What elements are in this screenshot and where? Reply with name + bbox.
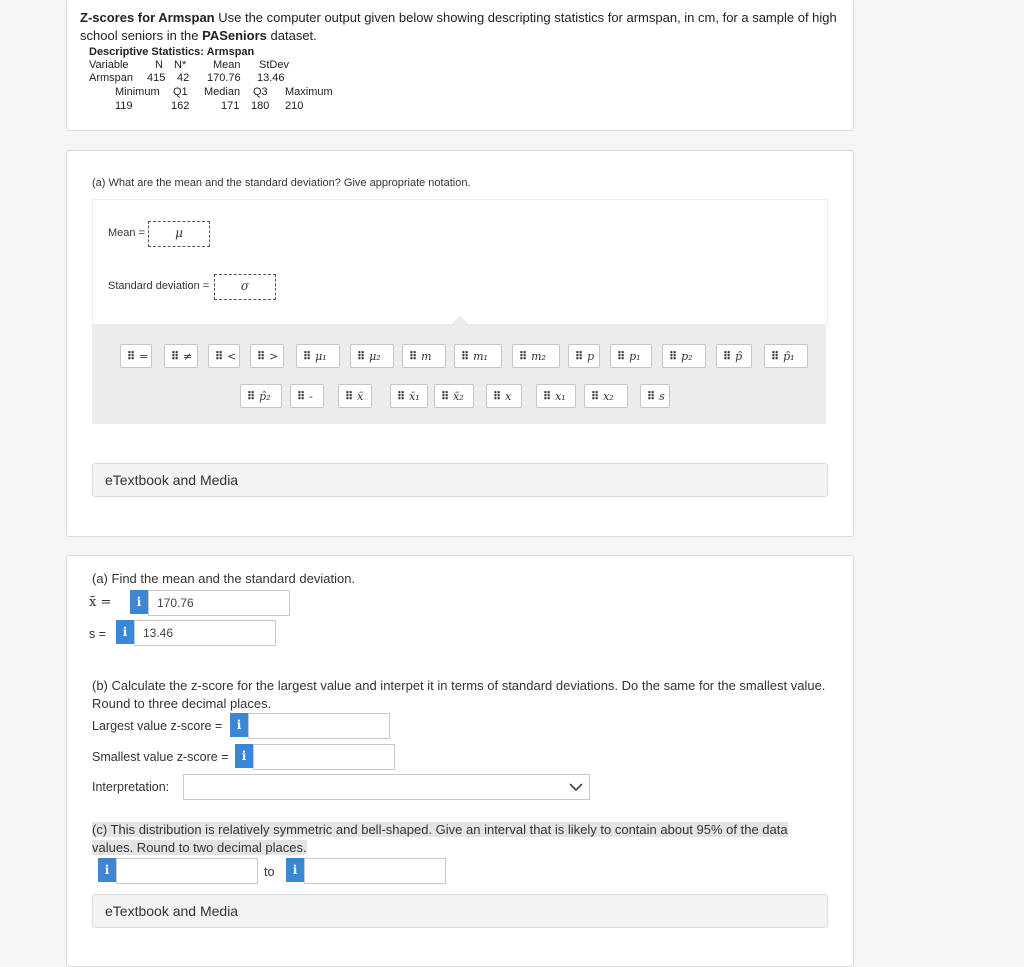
palette-symbol: p [587, 350, 595, 363]
drag-handle-icon: ⠿ [669, 351, 677, 363]
palette-tile[interactable] [640, 384, 670, 408]
palette-symbol: - [309, 390, 313, 403]
drag-handle-icon: ⠿ [409, 351, 417, 363]
drag-handle-icon: ⠿ [723, 351, 731, 363]
problem-intro: Use the computer output given below showing descripting statistics for armspan, in cm, for a sample of high school seniors in the [80, 10, 837, 43]
drag-handle-icon: ⠿ [215, 351, 223, 363]
sd-label: Standard deviation = [108, 280, 210, 292]
interpretation-select[interactable] [183, 774, 590, 800]
problem-title: Z-scores for Armspan [80, 10, 215, 25]
palette-tile[interactable] [350, 344, 394, 368]
to-label: to [264, 865, 275, 879]
notation-question: (a) What are the mean and the standard deviation? Give appropriate notation. [92, 177, 471, 189]
interval-question-text: (c) This distribution is relatively symmetric and bell-shaped. Give an interval that is likely to contain about 95% of the data values. Round to two decimal places. [92, 822, 788, 855]
output-value-variable: Armspan [89, 72, 134, 84]
output-header-mean: Mean [213, 59, 241, 71]
palette-tile[interactable] [390, 384, 428, 408]
largest-zscore-input[interactable] [248, 713, 390, 739]
palette-symbol: x̄₂ [453, 390, 464, 403]
output-value-maximum: 210 [285, 100, 304, 112]
drag-handle-icon: ⠿ [127, 351, 135, 363]
output-value-mean: 170.76 [207, 72, 241, 84]
drag-handle-icon: ⠿ [771, 351, 779, 363]
palette-symbol: μ₂ [369, 350, 381, 363]
etextbook-media-bar-top[interactable]: eTextbook and Media [92, 463, 828, 497]
palette-tile[interactable] [164, 344, 198, 368]
output-header-stdev: StDev [259, 59, 289, 71]
largest-zscore-label: Largest value z-score = [92, 719, 223, 733]
chevron-down-icon [569, 783, 583, 792]
problem-statement [80, 9, 840, 45]
palette-symbol: x̄₁ [409, 390, 420, 403]
palette-symbol: p₁ [629, 350, 641, 363]
drag-handle-icon: ⠿ [171, 351, 179, 363]
palette-symbol: > [269, 350, 279, 363]
drag-handle-icon: ⠿ [247, 391, 255, 403]
palette-symbol: p̂₂ [259, 390, 271, 403]
palette-tile[interactable] [610, 344, 652, 368]
palette-tiles [92, 324, 826, 424]
problem-intro-end: dataset. [266, 28, 317, 43]
palette-symbol: m₂ [531, 350, 546, 363]
info-icon[interactable]: i [98, 858, 116, 882]
interval-question [92, 821, 832, 857]
s-label: s = [89, 627, 107, 641]
mean-label: Mean = [108, 227, 145, 239]
palette-tile[interactable] [536, 384, 576, 408]
drag-handle-icon: ⠿ [303, 351, 311, 363]
mean-drop-zone[interactable]: μ [148, 221, 210, 247]
info-icon[interactable]: i [235, 744, 253, 768]
palette-symbol: m₁ [473, 350, 488, 363]
drag-handle-icon: ⠿ [397, 391, 405, 403]
palette-symbol: μ₁ [315, 350, 327, 363]
drag-handle-icon: ⠿ [461, 351, 469, 363]
drag-handle-icon: ⠿ [519, 351, 527, 363]
drag-handle-icon: ⠿ [493, 391, 501, 403]
palette-symbol: ≠ [183, 350, 193, 363]
palette-tile[interactable] [716, 344, 752, 368]
palette-tile[interactable] [434, 384, 474, 408]
answer-area [92, 199, 828, 325]
smallest-zscore-input[interactable] [253, 744, 395, 770]
output-header-median: Median [204, 86, 241, 98]
output-header-variable: Variable [89, 59, 129, 71]
palette-tile[interactable] [290, 384, 324, 408]
output-value-stdev: 13.46 [257, 72, 285, 84]
palette-symbol: = [139, 350, 149, 363]
output-header-maximum: Maximum [285, 86, 333, 98]
palette-tile[interactable] [208, 344, 240, 368]
etextbook-media-bar-bottom[interactable]: eTextbook and Media [92, 894, 828, 928]
palette-tile[interactable] [764, 344, 808, 368]
xbar-label: x̄ = [89, 595, 112, 610]
drag-handle-icon: ⠿ [345, 391, 353, 403]
xbar-input[interactable]: 170.76 [148, 590, 290, 616]
info-icon[interactable]: i [230, 713, 248, 737]
drag-handle-icon: ⠿ [543, 391, 551, 403]
output-value-q3: 180 [251, 100, 270, 112]
output-value-n: 415 [147, 72, 166, 84]
palette-tile[interactable] [568, 344, 600, 368]
notation-question-card [66, 150, 854, 537]
drag-handle-icon: ⠿ [297, 391, 305, 403]
palette-symbol: < [227, 350, 237, 363]
drag-handle-icon: ⠿ [575, 351, 583, 363]
palette-symbol: x₂ [603, 390, 614, 403]
find-mean-question: (a) Find the mean and the standard deviation. [92, 571, 356, 586]
drag-handle-icon: ⠿ [441, 391, 449, 403]
info-icon[interactable]: i [116, 620, 134, 644]
palette-tile[interactable] [512, 344, 560, 368]
palette-tile[interactable] [338, 384, 372, 408]
output-value-median: 171 [221, 100, 240, 112]
palette-symbol: p̂₁ [783, 350, 795, 363]
palette-tile[interactable] [296, 344, 340, 368]
output-title: Descriptive Statistics: Armspan [89, 46, 255, 58]
drag-handle-icon: ⠿ [617, 351, 625, 363]
output-value-q1: 162 [171, 100, 190, 112]
interpretation-label: Interpretation: [92, 780, 170, 794]
drag-handle-icon: ⠿ [591, 391, 599, 403]
palette-symbol: x₁ [555, 390, 566, 403]
zscore-question: (b) Calculate the z-score for the largest value and interpet it in terms of standard deviations. Do the same for the smallest value. Round to three decimal places. [92, 678, 826, 711]
interval-upper-input[interactable] [304, 858, 446, 884]
interval-lower-input[interactable] [116, 858, 258, 884]
output-value-minimum: 119 [115, 100, 133, 112]
palette-symbol: x̄ [357, 390, 364, 403]
output-header-q3: Q3 [253, 86, 268, 98]
s-input[interactable]: 13.46 [134, 620, 276, 646]
computation-card [66, 555, 854, 967]
problem-card [66, 0, 854, 131]
palette-tile[interactable] [662, 344, 706, 368]
output-value-nstar: 42 [177, 72, 190, 84]
output-header-nstar: N* [174, 59, 187, 71]
palette-symbol: s [659, 390, 665, 403]
sd-drop-zone[interactable]: σ [214, 274, 276, 300]
output-header-minimum: Minimum [115, 86, 160, 98]
palette-tile[interactable] [584, 384, 628, 408]
palette-tile[interactable] [454, 344, 502, 368]
palette-symbol: p₂ [681, 350, 693, 363]
palette-symbol: p̂ [735, 350, 743, 363]
palette-tile[interactable] [402, 344, 446, 368]
output-header-q1: Q1 [173, 86, 188, 98]
dataset-name: PASeniors [202, 28, 267, 43]
palette-tile[interactable] [486, 384, 522, 408]
palette-symbol: m [421, 350, 432, 363]
drag-handle-icon: ⠿ [257, 351, 265, 363]
drag-handle-icon: ⠿ [357, 351, 365, 363]
palette-symbol: x [505, 390, 512, 403]
palette-tile[interactable] [250, 344, 284, 368]
smallest-zscore-label: Smallest value z-score = [92, 750, 229, 764]
palette-tile[interactable] [120, 344, 152, 368]
drag-handle-icon: ⠿ [647, 391, 655, 403]
info-icon[interactable]: i [286, 858, 304, 882]
palette-tile[interactable] [240, 384, 282, 408]
output-header-n: N [155, 59, 163, 71]
info-icon[interactable]: i [130, 590, 148, 614]
